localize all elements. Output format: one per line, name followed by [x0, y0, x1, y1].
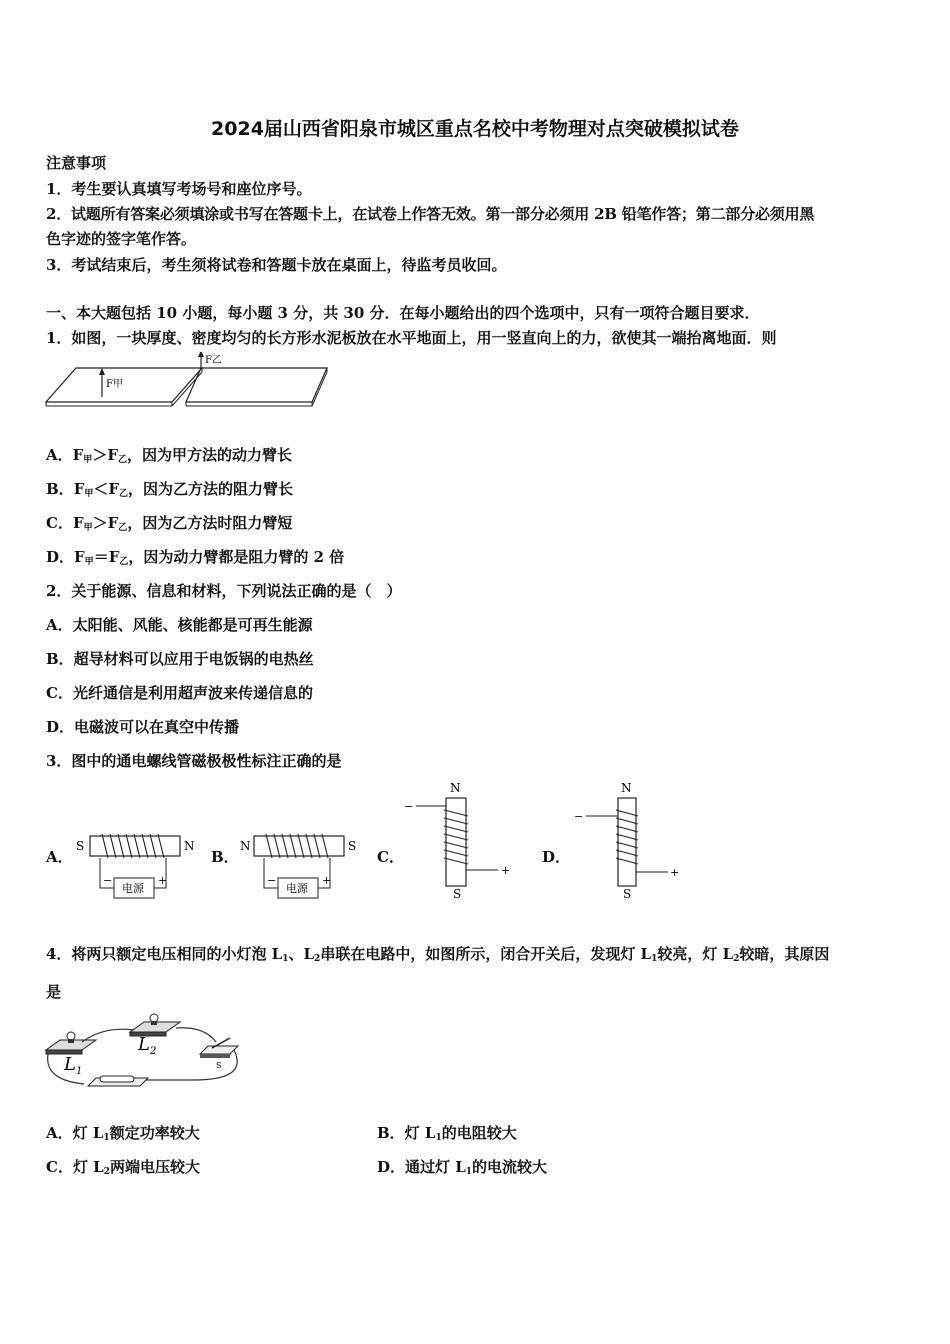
pole-n-left: N	[240, 839, 251, 853]
q4-stem: 4．将两只额定电压相同的小灯泡 $L_1$、$L_2$串联在电路中，如图所示，闭合开关后，发现灯 $L_1$较亮，灯 $L_2$较暗，其原因	[46, 945, 830, 964]
q3-option-a[interactable]: A．	[46, 848, 73, 866]
pole-s-left: S	[76, 839, 85, 853]
q3-option-d[interactable]: D．	[542, 848, 571, 866]
notice-item: 1．考生要认真填写考场号和座位序号。	[46, 180, 312, 198]
svg-text:−: −	[267, 874, 277, 887]
notice-item: 色字迹的签字笔作答。	[46, 230, 197, 248]
pole-n-top: N	[450, 781, 461, 795]
slab-b	[186, 368, 327, 402]
notice-heading: 注意事项	[46, 154, 107, 172]
q3-figure-d	[566, 780, 686, 902]
page-title: 2024届山西省阳泉市城区重点名校中考物理对点突破模拟试卷	[211, 118, 739, 140]
q1-option-c[interactable]: C．$F_甲>F_乙$，因为乙方法时阻力臂短	[46, 514, 293, 533]
pole-n-right: N	[184, 839, 195, 853]
q3-stem: 3．图中的通电螺线管磁极极性标注正确的是	[46, 752, 342, 770]
section-heading: 一、本大题包括 10 小题，每小题 3 分，共 30 分．在每小题给出的四个选项中，只有一项符合题目要求．	[46, 304, 760, 322]
q2-option-b[interactable]: B．超导材料可以应用于电饭锅的电热丝	[46, 650, 314, 668]
q1-stem: 1．如图，一块厚度、密度均匀的长方形水泥板放在水平地面上，用一竖直向上的力，欲使其一端抬离地面．则	[46, 329, 777, 347]
q1-option-a[interactable]: A．$F_甲>F_乙$，因为甲方法的动力臂长	[46, 446, 293, 465]
svg-text:+: +	[501, 864, 511, 877]
q4-circuit-figure	[44, 1010, 244, 1092]
svg-text:+: +	[670, 866, 680, 879]
q4-option-c[interactable]: C．灯 $L_2$两端电压较大	[46, 1158, 200, 1177]
q3-figure-a	[72, 828, 197, 906]
q2-option-d[interactable]: D．电磁波可以在真空中传播	[46, 718, 240, 736]
svg-text:+: +	[322, 874, 332, 887]
svg-text:−: −	[103, 874, 113, 887]
q3-figure-b	[236, 828, 361, 906]
q1-option-b[interactable]: B．$F_甲<F_乙$，因为乙方法的阻力臂长	[46, 480, 294, 499]
q1-option-d[interactable]: D．$F_甲=F_乙$，因为动力臂都是阻力臂的 2 倍	[46, 548, 345, 567]
q4-stem-cont: 是	[46, 983, 62, 1001]
notice-item: 2．试题所有答案必须填涂或书写在答题卡上，在试卷上作答无效。第一部分必须用 2B 铅笔作答；第二部分必须用黑	[46, 205, 815, 223]
q2-option-a[interactable]: A．太阳能、风能、核能都是可再生能源	[46, 616, 313, 634]
slab-a	[46, 368, 202, 402]
power-label: 电源	[286, 882, 308, 895]
q4-option-a[interactable]: A．灯 $L_1$额定功率较大	[46, 1124, 200, 1143]
svg-text:−: −	[574, 810, 584, 823]
q1-figure	[44, 352, 334, 408]
switch-label: S	[216, 1061, 222, 1070]
q2-option-c[interactable]: C．光纤通信是利用超声波来传递信息的	[46, 684, 313, 702]
l1-label: $L_1$	[64, 1054, 83, 1077]
svg-text:−: −	[404, 800, 414, 813]
q3-option-c[interactable]: C．	[377, 848, 404, 866]
pole-s-bottom: S	[453, 887, 462, 901]
q3-option-b[interactable]: B．	[211, 848, 239, 866]
q3-figure-c	[400, 780, 520, 902]
power-label: 电源	[122, 882, 144, 895]
pole-s-bottom: S	[623, 887, 632, 901]
q4-option-d[interactable]: D．通过灯 $L_1$的电流较大	[377, 1158, 548, 1177]
q4-option-b[interactable]: B．灯 $L_1$的电阻较大	[377, 1124, 517, 1143]
force-label-a: F甲	[106, 379, 123, 390]
force-label-b: F乙	[205, 355, 222, 366]
q2-stem: 2．关于能源、信息和材料，下列说法正确的是（ ）	[46, 582, 402, 600]
svg-text:+: +	[158, 874, 168, 887]
pole-s-right: S	[348, 839, 357, 853]
l2-label: $L_2$	[138, 1034, 157, 1057]
pole-n-top: N	[621, 781, 632, 795]
notice-item: 3．考试结束后，考生须将试卷和答题卡放在桌面上，待监考员收回。	[46, 256, 507, 274]
